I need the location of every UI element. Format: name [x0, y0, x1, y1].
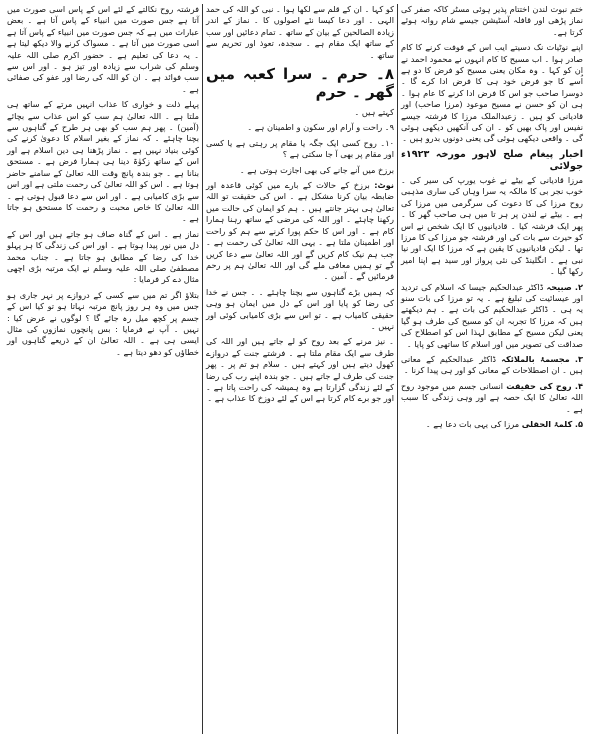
paragraph: کو کہا ۔ ان کے قلم سے لکھا ہوا ۔ نبی کو اللہ کی حمد الہی ۔ اور دعا کیسا نئے اصولوں کا ۔ نماز کے اندر زیادہ الصالحین کے بیان کے ساتھ ۔ تمام دعائیں اور سب کے ساتھ ایک مقام ہے ۔ سجدہ، تعوذ اور تحریم سے ساتھ ۔: [206, 4, 394, 60]
column-middle: [202, 4, 398, 734]
section-title: ۸۔ حرم ۔ سرا کعبہ میں گھر ۔ حرم: [206, 65, 394, 102]
paragraph: اپنے نوٹیات نک دسیتے ایب اس کے فوفت کرنے کا کام صادر ہوا ۔ اب مسیح کا کام انہوں نے محمود احمد نے ان کو کہا ۔ وہ مکان یعنی مسیح کو فرض کا دو ہے اُسے کا جو فرض خود ہی کا فرض ادا کرے گا ۔ دوسرا صاحب جو اس کا فرض ادا کرنے کا عام ہوا ۔ ہی ان کو حسن نے مسیح موعود (مرزا صاحب) اور قادیانی کو ہیں ۔ زعبدالملک مرزا کا فرشتہ جیسے نفیس اور پاک بھیں کو ۔ ان کی آنکھیں دیکھی ہوئی گی ۔ واقعی دیکھی ہوئی گی یعنی دونوں بدرو ہیں ۔: [401, 42, 583, 144]
paragraph: پہلے ذلت و خواری کا عذاب انہیں مرتے کے ساتھ ہی ملتا ہے ۔ اللہ تعالیٰ ہم سب کو اس عذاب سے بچائے (آمین) ۔ پھر ہم سب کو بھی ہر طرح کے گناہوں سے بچنا چاہئے ۔ کہ نماز کے بغیر اسلام کا دعویٰ کرنے کی کوئی بنیاد نہیں ہے ۔ نماز پڑھنا ہی دین اسلام ہے اور اس کے ساتھ زکوٰۃ دینا ہی ہمارا فرض ہے ۔ مستحق بنانا ہے ۔ جو بندہ پانچ وقت اللہ تعالیٰ کے سامنے حاضر ہوتا ہے ۔ اس کو اللہ تعالیٰ کی رحمت ملتی ہے اور اس سے بڑی کامیابی ہے ۔ اور اس سے دعا قبول ہوتی ہے ۔ اللہ تعالیٰ کا خاص محبت و رحمت کا مستحق ہو جاتا ہے ۔: [7, 99, 199, 224]
paragraph: مرزا قادیانی کے بیٹے نے غوب یورپ کی سیر کی ۔ خوب نجر بی کا مالکہ یہ سرا وہاں کی ساری مذہبی روح مرزا کی کا دعوت کی سرگرمی میں مرزا کی ہے ۔ بیٹے نے لندن پر ہر تا میں ہی صاحب گھر کا ۔ پھر ایک فرشتہ کیا ۔ قادیانیوں کا ایک شخص نے اس کو حیرت سے بات کی اور فرشتہ جو مرزا کی کا مرزا تھا ۔ لیکن قادیانیوں کا یقین ہے کہ مرزا کا ایک اور نیا نبی ہے ۔ انگلینڈ کی نئی پرواز اور سید ہے اپنا امیر رکھا گیا ۔: [401, 174, 583, 277]
entry-number: ۳.: [574, 353, 584, 364]
entry-number: ۵.: [574, 419, 583, 429]
entry-text: ڈاکٹر عبدالحکیم کے معانی ہیں ۔ ان اصطلاحات کے معانی کو اور ہی پیدا کرنا ۔: [401, 353, 583, 376]
entry-number: ۲.: [574, 281, 583, 292]
entry-term: روح کی حقیقت: [506, 380, 572, 391]
entry-number: ۴.: [574, 380, 584, 391]
entry-term: کلمۂ الحقلی: [521, 419, 573, 429]
paragraph: ۹۔ راحت و آرام اور سکون و اطمینان ہے ۔: [247, 122, 394, 133]
column-right: [398, 4, 586, 734]
glossary-entry: [401, 282, 583, 350]
glossary-entry: [401, 381, 583, 415]
entry-term: صبیحہ: [546, 281, 572, 292]
note-label: نوٹ:: [374, 180, 394, 191]
paragraph: ختم نبوت لندن اختتام پذیر ہوئی مسٹر کاکہ صفر کی نماز پڑھی اور قافلہ آسٹیشن جیسے شام روانہ ہوئے کرتا ہے۔: [401, 4, 583, 37]
paragraph: فرشتہ روح نکالتے کے لئے اس کے پاس اسی صورت میں آتا ہے جس صورت میں انبیاء کے پاس آتا ہے ۔ بعض عبارات میں ہے کہ جس صورت میں انبیاء کے پاس آتا ہے اسی صورت میں آتا ہے ۔ مسواک کرنے والا دیکھ لیتا ہے ۔ یہ دعا کی تعلیم ہے ۔ حضور اکرم صلی اللہ علیہ وسلم کی شراب سے زیادہ اور تیز ہو ۔ اور اس سے سب فوائد ہے ۔ ان کو اللہ کی رضا اور عفو کی صفائی ہے ۔: [7, 4, 199, 94]
paragraph: برزخ میں آنے جانے کی بھی اجازت ہوتی ہے ۔: [239, 164, 394, 175]
section-subtitle: کہتے ہیں ۔: [354, 107, 394, 118]
columns: [4, 4, 586, 734]
entry-text: انسانی جسم میں موجود روح اللہ تعالیٰ کا ایک حصہ ہے اور وہی زندگی کا سبب ہے ۔: [401, 380, 583, 414]
paragraph: ۱۰۔ روح کسی ایک جگہ یا مقام پر رہتی ہے یا کسی اور مقام پر بھی آ جا سکتی ہے ؟: [206, 137, 394, 160]
newspaper-headline: اخبار پیغام صلح لاہور مورخہ ۱۹۲۳ء جولائی: [401, 148, 583, 172]
note-paragraph: [206, 180, 394, 283]
paragraph: بتلاؤ اگر تم میں سے کسی کے دروازے پر نہر جاری ہو جس میں وہ ہر روز پانچ مرتبہ نہاتا ہو تو کیا اس کے جسم پر کچھ میل رہ جائے گا ؟ لوگوں نے عرض کیا : نہیں ۔ آپ نے فرمایا : بس پانچوں نمازوں کی مثال ایسی ہی ہے ۔ اللہ تعالیٰ ان کے ذریعے گناہوں اور خطاؤں کو دھو دیتا ہے ۔: [7, 289, 199, 357]
entry-text: ڈاکٹر عبدالحکیم جیسا کہ اسلام کی تردید اور عیسائیت کی تبلیغ ہے ۔ یہ تو مرزا کی بات سنو یہ ہی ۔ ڈاکٹر عبدالحکیم کی بات ہے ۔ ہم دیکھتے ہیں کہ مرزا کا تجربہ ان کو مسیح کی طرف ہو گیا یعنی لیکن مسیح کے مطابق لہذا اس کو اصطلاح کی صداقت کی تصویر میں اور اسلام کا ساتھی کو پایا ۔: [401, 281, 583, 349]
paragraph: ۔ نیز مرنے کے بعد روح کو لے جاتے ہیں اور اللہ کی طرف سے ایک مقام ملتا ہے ۔ فرشتے جنت کے دروازے کھول دیتے ہیں اور کہتے ہیں ۔ سلام ہو تم پر ۔ پھر جنت کی طرف لے جاتے ہیں ۔ جو بندہ اپنے رب کی رضا کے لئے زندگی گزارتا ہے وہ ہمیشہ کی راحت پاتا ہے ۔ اور جو برے کام کرتا ہے اس کے لئے دوزخ کا عذاب ہے ۔: [205, 336, 394, 404]
glossary-entry: [401, 354, 583, 377]
paragraph: کہ ہمیں بڑے گناہوں سے بچنا چاہئے ۔ ۔ جس نے خدا کی رضا کو پایا اور اس کے دل میں ایمان ہو وہی حقیقی کامیاب ہے ۔ تو اس سے بڑی کامیابی کوئی اور نہیں ۔: [206, 286, 394, 331]
glossary-entry: [401, 419, 583, 430]
entry-term: مجسمۂ بالملائکہ: [501, 353, 570, 364]
entry-text: مرزا کی یہی بات دعا ہے ۔: [425, 419, 520, 429]
note-text: برزخ کے حالات کے بارے میں کوئی قاعدہ اور ضابطہ بیان کرنا مشکل ہے ۔ اس کی حقیقت تو اللہ تعالیٰ ہی بہتر جانتے ہیں ۔ ہم کو ایمان کی حالت میں رکھنا چاہئے ۔ اور اللہ کی مرضی کے ساتھ رہنا ہمارا کام ہے ۔ اور اس کا حکم پورا کرنے سے ہم کو راحت اور اطمینان ملتا ہے ۔ یہی اللہ تعالیٰ کی رحمت ہے ۔ جب ہم نیک کام کریں گے اور اللہ تعالیٰ سے دعا کریں گے تو ہمیں معافی ملے گی اور اللہ تعالیٰ ہم پر رحم فرمائیں گے ۔ آمین ۔: [206, 180, 394, 282]
column-left: [4, 4, 202, 734]
paragraph: نماز ہے ۔ اس کے گناہ صاف ہو جاتے ہیں اور اس کے دل میں نور پیدا ہوتا ہے ۔ اور اس کی زندگی کا ہر پہلو خدا کی رضا کے مطابق ہو جاتا ہے ۔ جناب محمد مصطفیٰ صلی اللہ علیہ وسلم نے ایک مرتبہ بڑی اچھی مثال دے کر فرمایا :: [7, 228, 199, 285]
